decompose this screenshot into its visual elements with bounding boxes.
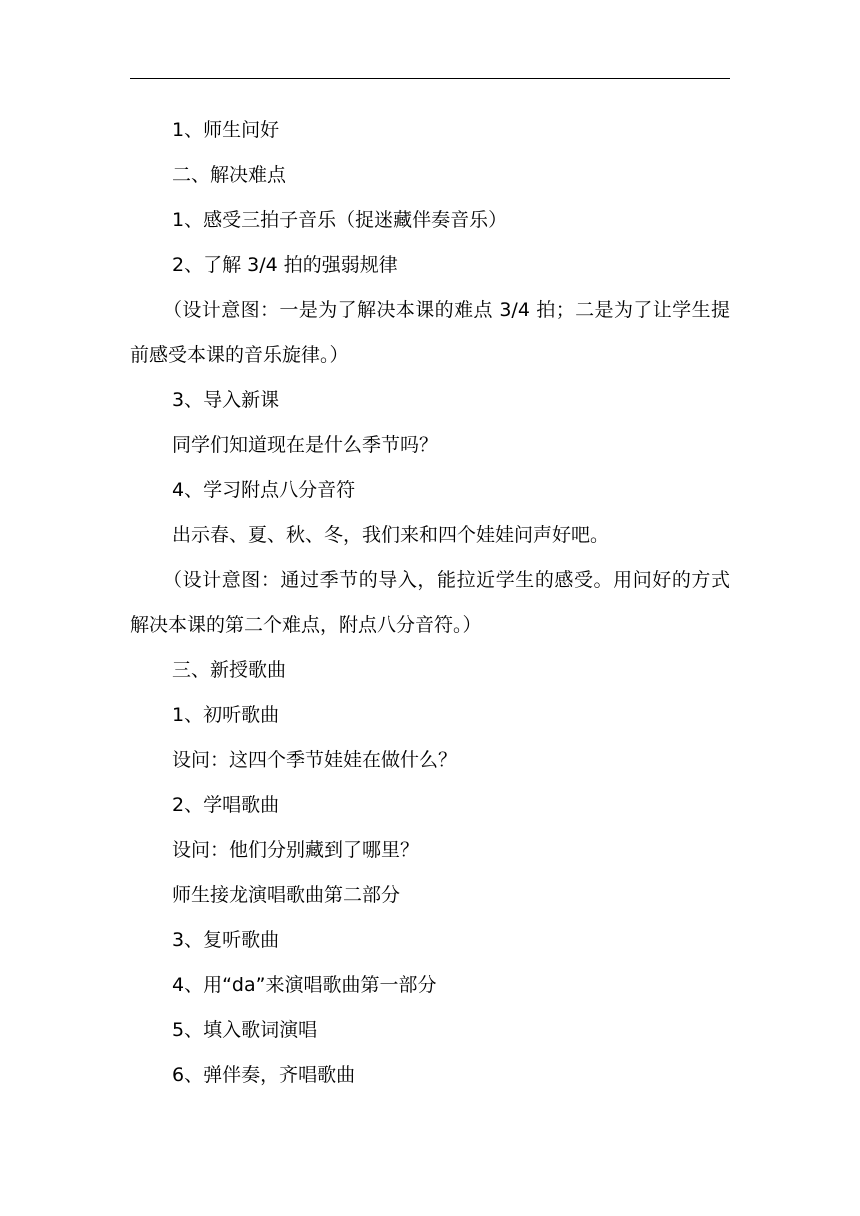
document-body: [130, 108, 730, 1098]
body-text: 出示春、夏、秋、冬，我们来和四个娃娃问声好吧。: [172, 524, 610, 546]
list-item: 2、学唱歌曲: [172, 794, 280, 816]
list-item: 2、了解 3/4 拍的强弱规律: [172, 254, 398, 276]
body-text: 同学们知道现在是什么季节吗？: [172, 434, 439, 456]
design-intent-paragraph: （设计意图：一是为了解决本课的难点 3/4 拍；二是为了让学生提前感受本课的音乐旋律。）: [130, 299, 730, 366]
list-item: 1、感受三拍子音乐（捉迷藏伴奏音乐）: [172, 209, 508, 231]
body-text: 设问：他们分别藏到了哪里？: [172, 839, 420, 861]
header-rule: [130, 78, 730, 79]
list-item: 6、弹伴奏，齐唱歌曲: [172, 1064, 356, 1086]
section-heading: 三、新授歌曲: [172, 659, 287, 681]
design-intent-paragraph: （设计意图：通过季节的导入，能拉近学生的感受。用问好的方式解决本课的第二个难点，附点八分音符。）: [130, 569, 730, 636]
list-item: 3、复听歌曲: [172, 929, 280, 951]
list-item: 1、师生问好: [172, 119, 280, 141]
list-item: 3、导入新课: [172, 389, 280, 411]
list-item: 1、初听歌曲: [172, 704, 280, 726]
list-item: 4、学习附点八分音符: [172, 479, 356, 501]
list-item: 5、填入歌词演唱: [172, 1019, 318, 1041]
body-text: 师生接龙演唱歌曲第二部分: [172, 884, 401, 906]
list-item: 4、用“da”来演唱歌曲第一部分: [172, 974, 437, 996]
section-heading: 二、解决难点: [172, 164, 287, 186]
body-text: 设问：这四个季节娃娃在做什么？: [172, 749, 458, 771]
